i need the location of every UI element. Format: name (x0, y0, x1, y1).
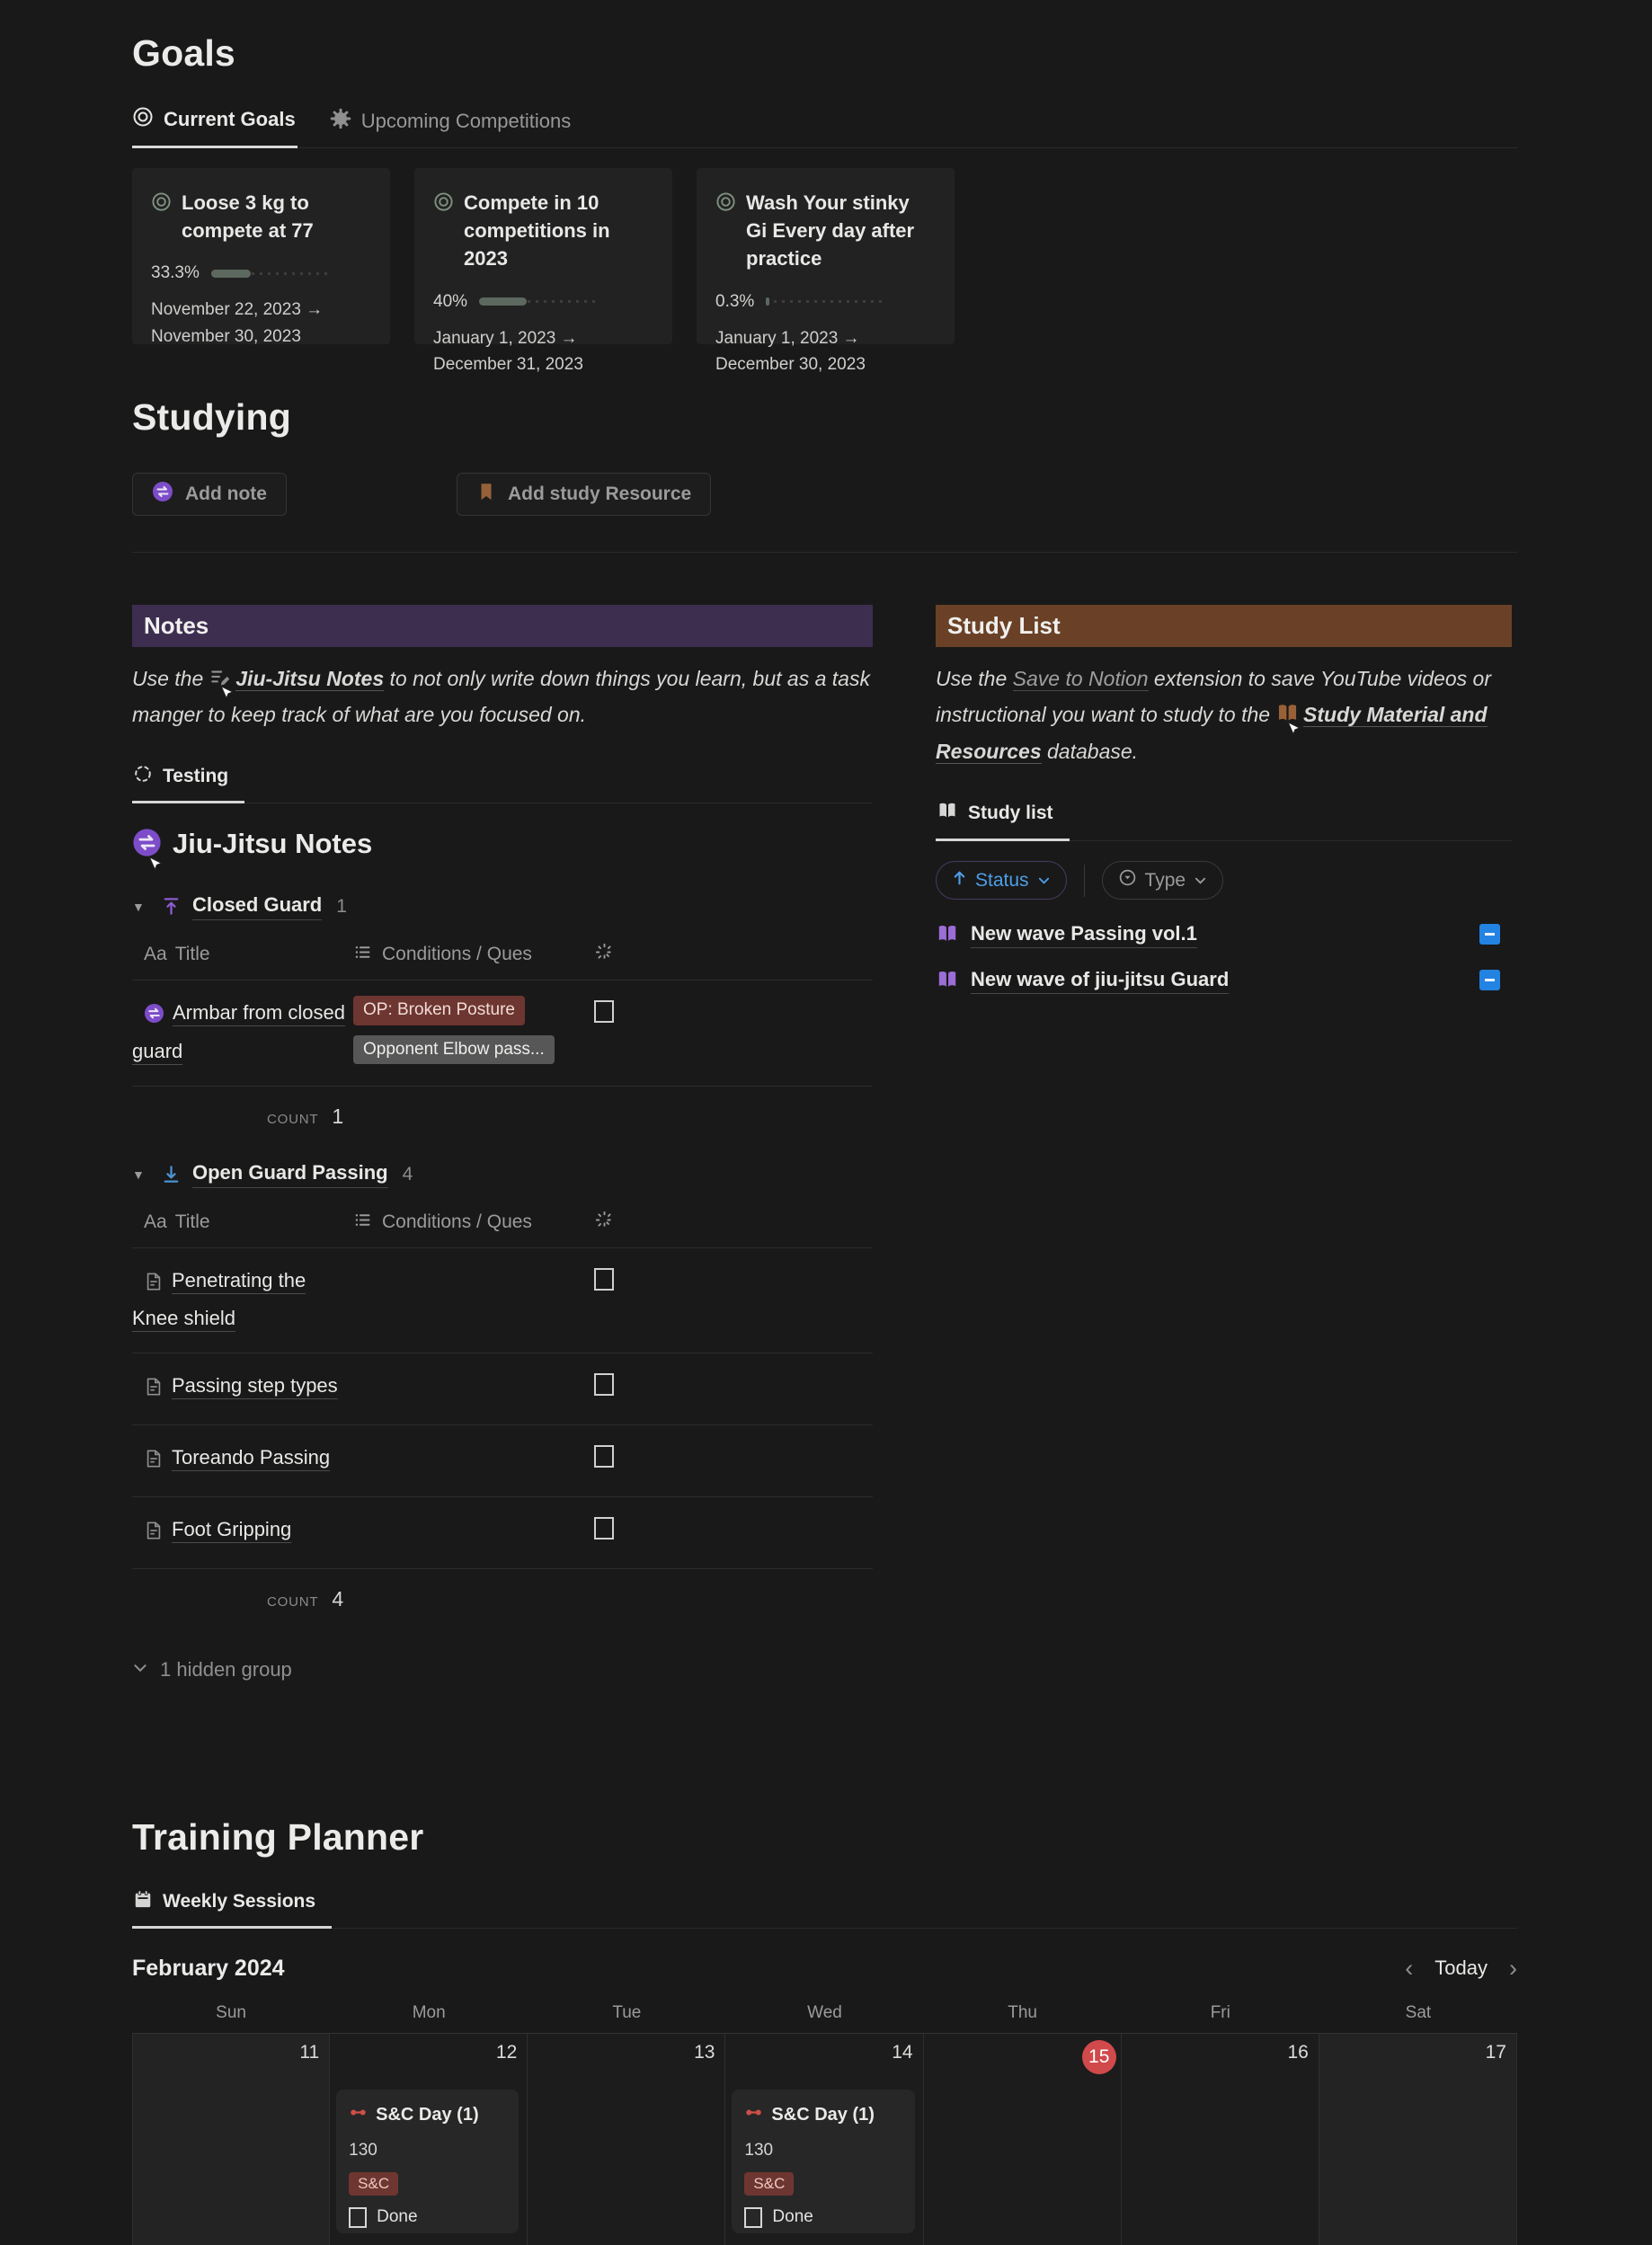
bulleted-list-icon (353, 943, 372, 967)
goal-card[interactable] (414, 168, 672, 375)
calendar-day-cell-today[interactable] (924, 2034, 1122, 2245)
goal-title: Loose 3 kg to compete at 77 (182, 191, 314, 243)
open-book-icon (1275, 697, 1300, 732)
row-title-link[interactable]: Armbar from closed guard (132, 1000, 345, 1062)
view-tab-weekly-sessions[interactable] (132, 1884, 332, 1929)
chevron-down-icon (132, 1658, 148, 1682)
jiu-jitsu-notes-link[interactable]: Jiu-Jitsu Notes (235, 667, 385, 690)
add-note-button[interactable] (132, 473, 287, 516)
weekday-label: Sat (1405, 2002, 1432, 2022)
group-open-guard-passing (132, 1161, 873, 1188)
calendar-icon (133, 1889, 153, 1914)
button-label: Add note (185, 484, 267, 504)
calendar-month-label: February 2024 (132, 1955, 285, 1981)
dashed-circle-icon (133, 764, 153, 789)
weekday-header (132, 2003, 1517, 2033)
todo-label: Done (772, 2207, 813, 2227)
table-row (132, 1248, 873, 1354)
study-item-title[interactable]: New wave Passing vol.1 (971, 922, 1197, 945)
table-header (132, 1210, 873, 1248)
day-number: 16 (1287, 2041, 1309, 2063)
arrow-down-to-bar-icon (161, 1164, 182, 1185)
checkbox[interactable] (594, 1517, 614, 1540)
add-study-resource-button[interactable] (457, 473, 711, 516)
view-tab-label: Testing (163, 765, 229, 786)
calendar-grid (132, 2033, 1517, 2245)
row-title-link[interactable]: Passing step types (172, 1374, 338, 1398)
today-badge: 15 (1082, 2040, 1116, 2074)
filter-label: Type (1144, 869, 1186, 891)
checkbox[interactable] (594, 1373, 614, 1396)
memo-pencil-icon (209, 661, 232, 697)
event-detail: 130 (349, 2140, 377, 2160)
goal-card[interactable] (697, 168, 955, 375)
goal-percent: 40% (433, 291, 468, 311)
belt-icon (132, 828, 162, 861)
tab-upcoming-competitions[interactable] (330, 96, 573, 148)
table-row (132, 1425, 873, 1497)
open-book-icon (936, 922, 959, 945)
training-planner-heading: Training Planner (132, 1815, 424, 1858)
spinner-icon (594, 1210, 615, 1236)
belt-icon (144, 1000, 164, 1034)
tab-current-goals[interactable] (132, 96, 298, 148)
group-name[interactable]: Open Guard Passing (192, 1161, 388, 1188)
spinner-icon (594, 942, 615, 968)
calendar-day-cell[interactable] (528, 2034, 725, 2245)
divider (132, 552, 1517, 553)
count-value: 1 (332, 1104, 344, 1128)
prev-month-button[interactable]: ‹ (1405, 1954, 1414, 1982)
row-title-link[interactable]: Foot Gripping (172, 1517, 292, 1540)
calendar-day-cell[interactable] (330, 2034, 528, 2245)
event-tag: S&C (349, 2172, 398, 2196)
event-detail: 130 (744, 2140, 774, 2160)
goal-title: Compete in 10 competitions in 2023 (464, 191, 610, 271)
title-type-icon: Aa (144, 1211, 167, 1233)
cursor-icon (219, 671, 235, 707)
cursor-icon (147, 843, 164, 875)
view-tab-study-list[interactable] (936, 794, 1070, 841)
study-item-title[interactable]: New wave of jiu-jitsu Guard (971, 968, 1230, 991)
goals-tabs (132, 96, 1517, 148)
chevron-down-icon (1037, 874, 1051, 887)
count-label: COUNT (267, 1593, 319, 1610)
study-intro: Use the Save to Notion extension to save YouTube videos or instructional you want to study to the Study Material and Resources database. (936, 667, 1491, 763)
page-icon (144, 1268, 164, 1302)
view-tab-testing[interactable] (132, 759, 244, 803)
jiu-jitsu-notes-db-title[interactable] (132, 828, 873, 861)
divider (1084, 865, 1085, 897)
day-number: 17 (1485, 2041, 1506, 2063)
weekday-label: Tue (612, 2002, 642, 2022)
count-row (267, 1587, 873, 1611)
planner-view-tabs (132, 1884, 1517, 1929)
group-count: 1 (336, 895, 347, 917)
studying-heading: Studying (132, 396, 291, 438)
day-number: 14 (892, 2041, 913, 2063)
checkbox[interactable] (744, 2207, 762, 2228)
title-type-icon: Aa (144, 944, 167, 965)
progress-bar (211, 270, 330, 278)
tag: OP: Broken Posture (353, 996, 525, 1025)
calendar-day-cell[interactable] (1122, 2034, 1319, 2245)
row-title-link[interactable]: Penetrating the Knee shield (132, 1268, 306, 1330)
day-number: 12 (495, 2041, 518, 2063)
study-list-item[interactable] (936, 922, 1512, 945)
arrow-up-to-bar-icon (161, 896, 182, 917)
checkbox[interactable] (594, 1268, 614, 1291)
group-count: 4 (402, 1163, 413, 1185)
checkbox[interactable] (349, 2207, 367, 2228)
dumbbell-icon (349, 2103, 368, 2127)
filter-label: Status (975, 869, 1029, 891)
hidden-group-label: 1 hidden group (160, 1657, 292, 1681)
chevron-down-icon (1194, 874, 1207, 887)
goal-dates: January 1, 2023 → December 30, 2023 (715, 328, 866, 375)
view-tab-label: Study list (968, 803, 1053, 824)
tab-label: Current Goals (164, 108, 296, 130)
study-list-item[interactable] (936, 968, 1512, 991)
belt-icon (152, 481, 173, 508)
goal-dates: January 1, 2023 → December 31, 2023 (433, 328, 583, 375)
button-label: Add study Resource (507, 484, 692, 504)
collapse-toggle-icon[interactable]: ▼ (132, 1167, 145, 1182)
event-title: S&C Day (1) (771, 2104, 875, 2125)
weekday-label: Wed (807, 2002, 842, 2022)
today-button[interactable]: Today (1434, 1957, 1488, 1980)
study-view-tabs (936, 794, 1512, 841)
goal-percent: 0.3% (715, 291, 755, 311)
page-icon (144, 1373, 164, 1407)
checkbox[interactable] (594, 1445, 614, 1468)
table-header (132, 942, 873, 981)
calendar-day-cell[interactable] (1319, 2034, 1517, 2245)
status-filter-chip[interactable] (936, 861, 1067, 900)
table-row (132, 1353, 873, 1425)
open-book-icon (936, 968, 959, 991)
collapse-toggle-icon[interactable]: ▼ (132, 899, 145, 914)
calendar-event[interactable] (732, 2090, 914, 2233)
target-icon (715, 191, 736, 273)
arrow-up-icon (952, 869, 967, 892)
next-month-button[interactable]: › (1509, 1954, 1517, 1982)
group-closed-guard (132, 893, 873, 920)
goal-title: Wash Your stinky Gi Every day after practice (746, 191, 915, 271)
target-icon (433, 191, 454, 273)
goals-heading: Goals (132, 32, 235, 74)
page-icon (144, 1445, 164, 1479)
todo-label: Done (377, 2207, 418, 2227)
checkbox[interactable] (594, 1000, 614, 1023)
bulleted-list-icon (353, 1211, 372, 1235)
weekday-label: Fri (1210, 2002, 1230, 2022)
count-value: 4 (332, 1586, 344, 1611)
table-row (132, 981, 873, 1087)
calendar-event[interactable] (336, 2090, 519, 2233)
goal-percent: 33.3% (151, 263, 200, 283)
db-title-label: Jiu-Jitsu Notes (173, 828, 373, 860)
day-number: 11 (299, 2041, 320, 2063)
rosette-icon (330, 108, 351, 135)
goal-dates: November 22, 2023 → November 30, 2023 (151, 300, 324, 346)
progress-bar (479, 297, 598, 306)
notes-banner: Notes (132, 605, 873, 647)
notes-view-tabs (132, 759, 873, 803)
goal-cards (132, 168, 1517, 375)
calendar-day-cell[interactable] (725, 2034, 923, 2245)
day-number: 13 (694, 2041, 715, 2063)
count-row (267, 1105, 873, 1129)
view-tab-label: Weekly Sessions (163, 1890, 316, 1912)
study-list-banner: Study List (936, 605, 1512, 647)
filter-bar (936, 861, 1512, 900)
study-material-link[interactable]: Study Material and Resources (936, 703, 1488, 763)
count-label: COUNT (267, 1111, 319, 1127)
minus-badge[interactable] (1479, 970, 1500, 990)
weekday-label: Sun (216, 2002, 246, 2022)
row-title-link[interactable]: Toreando Passing (172, 1446, 331, 1469)
group-name[interactable]: Closed Guard (192, 893, 322, 920)
tag: Opponent Elbow pass... (353, 1035, 555, 1065)
minus-badge[interactable] (1479, 924, 1500, 945)
table-row (132, 1497, 873, 1569)
tab-label: Upcoming Competitions (360, 109, 572, 132)
hidden-group-toggle[interactable] (132, 1658, 873, 1682)
dumbbell-icon (744, 2103, 763, 2127)
target-icon (151, 191, 172, 244)
calendar-day-cell[interactable] (132, 2034, 330, 2245)
goal-card[interactable] (132, 168, 390, 344)
open-book-icon (937, 800, 958, 827)
type-filter-chip[interactable] (1102, 861, 1224, 900)
circled-triangle-icon (1118, 868, 1137, 892)
column-conditions[interactable]: Conditions / Ques (382, 1211, 532, 1233)
column-title[interactable]: Title (174, 1211, 210, 1233)
target-icon (132, 106, 154, 133)
page-icon (144, 1517, 164, 1551)
column-title[interactable]: Title (174, 944, 210, 965)
notes-intro: Use the Jiu-Jitsu Notes to not only write down things you learn, but as a task manger to keep track of what are you focused on. (132, 661, 873, 733)
cursor-icon (1286, 707, 1301, 743)
column-conditions[interactable]: Conditions / Ques (382, 944, 532, 965)
weekday-label: Thu (1008, 2002, 1037, 2022)
weekday-label: Mon (412, 2002, 446, 2022)
save-to-notion-link[interactable]: Save to Notion (1012, 667, 1149, 690)
event-tag: S&C (744, 2172, 794, 2196)
progress-bar (766, 297, 884, 306)
event-title: S&C Day (1) (376, 2104, 479, 2125)
bookmark-icon (476, 481, 496, 508)
